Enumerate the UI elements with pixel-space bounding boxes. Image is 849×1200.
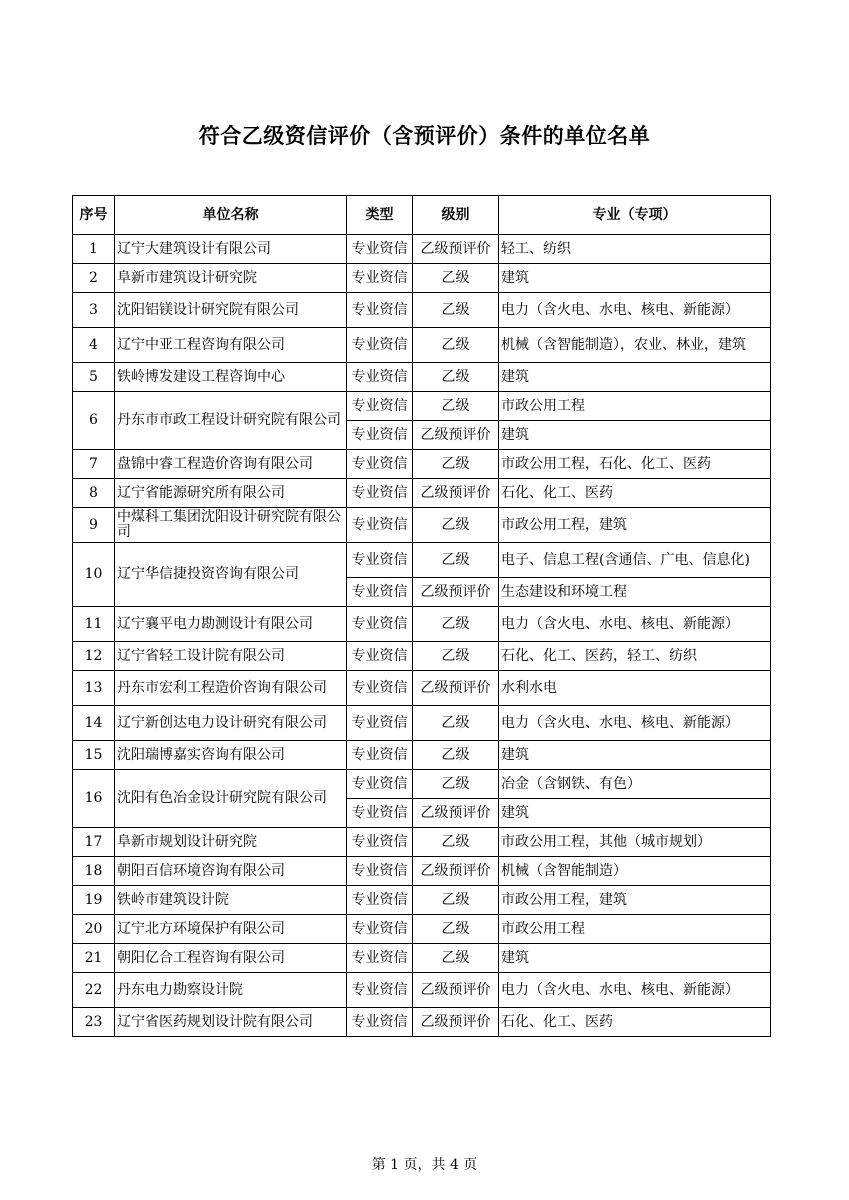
table-row (73, 741, 771, 770)
qualification-level: 乙级 (413, 328, 499, 363)
specialty: 石化、化工、医药 (499, 1008, 771, 1037)
unit-list-table (72, 195, 771, 1037)
specialty: 建筑 (499, 421, 771, 450)
qualification-level: 乙级 (413, 293, 499, 328)
specialty: 建筑 (499, 799, 771, 828)
qualification-level: 乙级预评价 (413, 578, 499, 607)
unit-name: 阜新市建筑设计研究院 (115, 264, 347, 293)
unit-name: 辽宁新创达电力设计研究有限公司 (115, 706, 347, 741)
qualification-type: 专业资信 (347, 328, 413, 363)
specialty: 冶金（含钢铁、有色） (499, 770, 771, 799)
table-row (73, 508, 771, 543)
row-number: 17 (73, 828, 115, 857)
row-number: 16 (73, 770, 115, 828)
table-row (73, 479, 771, 508)
row-number: 12 (73, 642, 115, 671)
row-number: 11 (73, 607, 115, 642)
unit-name: 铁岭市建筑设计院 (115, 886, 347, 915)
qualification-type: 专业资信 (347, 578, 413, 607)
row-number: 9 (73, 508, 115, 543)
specialty: 电力（含火电、水电、核电、新能源） (499, 293, 771, 328)
qualification-type: 专业资信 (347, 508, 413, 543)
row-number: 3 (73, 293, 115, 328)
unit-name: 辽宁大建筑设计有限公司 (115, 235, 347, 264)
table-row (73, 293, 771, 328)
qualification-level: 乙级 (413, 392, 499, 421)
row-number: 18 (73, 857, 115, 886)
table-row (73, 264, 771, 293)
row-number: 23 (73, 1008, 115, 1037)
qualification-level: 乙级 (413, 706, 499, 741)
qualification-type: 专业资信 (347, 671, 413, 706)
specialty: 生态建设和环境工程 (499, 578, 771, 607)
unit-name: 辽宁省医药规划设计院有限公司 (115, 1008, 347, 1037)
table-row (73, 450, 771, 479)
specialty: 石化、化工、医药 (499, 479, 771, 508)
unit-name: 中煤科工集团沈阳设计研究院有限公司 (115, 508, 347, 543)
specialty: 轻工、纺织 (499, 235, 771, 264)
unit-name: 阜新市规划设计研究院 (115, 828, 347, 857)
qualification-level: 乙级 (413, 543, 499, 578)
table-row (73, 915, 771, 944)
unit-name: 辽宁华信捷投资咨询有限公司 (115, 543, 347, 607)
specialty: 建筑 (499, 944, 771, 973)
table-row (73, 235, 771, 264)
table-row (73, 328, 771, 363)
unit-name: 丹东市市政工程设计研究院有限公司 (115, 392, 347, 450)
unit-name: 辽宁省能源研究所有限公司 (115, 479, 347, 508)
qualification-level: 乙级 (413, 741, 499, 770)
row-number: 10 (73, 543, 115, 607)
qualification-level: 乙级预评价 (413, 421, 499, 450)
specialty: 电力（含火电、水电、核电、新能源） (499, 706, 771, 741)
row-number: 8 (73, 479, 115, 508)
qualification-type: 专业资信 (347, 642, 413, 671)
qualification-type: 专业资信 (347, 392, 413, 421)
page-title: 符合乙级资信评价（含预评价）条件的单位名单 (198, 124, 651, 148)
qualification-level: 乙级 (413, 886, 499, 915)
qualification-level: 乙级 (413, 915, 499, 944)
qualification-level: 乙级 (413, 642, 499, 671)
column-header-name: 单位名称 (115, 196, 347, 235)
qualification-level: 乙级 (413, 264, 499, 293)
qualification-type: 专业资信 (347, 828, 413, 857)
qualification-type: 专业资信 (347, 543, 413, 578)
unit-name: 铁岭博发建设工程咨询中心 (115, 363, 347, 392)
unit-name: 朝阳百信环境咨询有限公司 (115, 857, 347, 886)
page-footer: 第 1 页，共 4 页 (371, 1157, 478, 1173)
unit-name: 沈阳有色冶金设计研究院有限公司 (115, 770, 347, 828)
unit-name: 盘锦中睿工程造价咨询有限公司 (115, 450, 347, 479)
column-header-level: 级别 (413, 196, 499, 235)
qualification-type: 专业资信 (347, 235, 413, 264)
qualification-level: 乙级 (413, 508, 499, 543)
qualification-level: 乙级预评价 (413, 973, 499, 1008)
specialty: 市政公用工程，其他（城市规划） (499, 828, 771, 857)
table-row (73, 642, 771, 671)
specialty: 水利水电 (499, 671, 771, 706)
unit-name: 朝阳亿合工程咨询有限公司 (115, 944, 347, 973)
qualification-level: 乙级预评价 (413, 1008, 499, 1037)
table-header-row (73, 196, 771, 235)
qualification-level: 乙级 (413, 607, 499, 642)
qualification-level: 乙级预评价 (413, 857, 499, 886)
table-row (73, 973, 771, 1008)
qualification-level: 乙级 (413, 450, 499, 479)
specialty: 石化、化工、医药，轻工、纺织 (499, 642, 771, 671)
unit-name: 辽宁中亚工程咨询有限公司 (115, 328, 347, 363)
unit-name: 丹东市宏利工程造价咨询有限公司 (115, 671, 347, 706)
qualification-level: 乙级 (413, 828, 499, 857)
row-number: 2 (73, 264, 115, 293)
specialty: 市政公用工程 (499, 915, 771, 944)
table-row (73, 886, 771, 915)
table-row (73, 1008, 771, 1037)
specialty: 市政公用工程 (499, 392, 771, 421)
unit-name: 辽宁北方环境保护有限公司 (115, 915, 347, 944)
table-body (73, 235, 771, 1037)
row-number: 13 (73, 671, 115, 706)
row-number: 1 (73, 235, 115, 264)
specialty: 市政公用工程，建筑 (499, 886, 771, 915)
row-number: 22 (73, 973, 115, 1008)
specialty: 机械（含智能制造），农业、林业，建筑 (499, 328, 771, 363)
specialty: 市政公用工程，建筑 (499, 508, 771, 543)
table-row (73, 543, 771, 578)
qualification-type: 专业资信 (347, 944, 413, 973)
qualification-level: 乙级预评价 (413, 235, 499, 264)
column-header-type: 类型 (347, 196, 413, 235)
specialty: 电力（含火电、水电、核电、新能源） (499, 973, 771, 1008)
qualification-level: 乙级 (413, 770, 499, 799)
qualification-type: 专业资信 (347, 607, 413, 642)
qualification-level: 乙级 (413, 363, 499, 392)
column-header-specialty: 专业（专项） (499, 196, 771, 235)
table-row (73, 857, 771, 886)
unit-name: 沈阳铝镁设计研究院有限公司 (115, 293, 347, 328)
specialty: 建筑 (499, 741, 771, 770)
specialty: 市政公用工程，石化、化工、医药 (499, 450, 771, 479)
qualification-level: 乙级预评价 (413, 671, 499, 706)
row-number: 14 (73, 706, 115, 741)
qualification-type: 专业资信 (347, 915, 413, 944)
qualification-type: 专业资信 (347, 421, 413, 450)
table-row (73, 706, 771, 741)
qualification-level: 乙级 (413, 944, 499, 973)
table-row (73, 828, 771, 857)
unit-name: 丹东电力勘察设计院 (115, 973, 347, 1008)
table-row (73, 944, 771, 973)
row-number: 15 (73, 741, 115, 770)
row-number: 20 (73, 915, 115, 944)
qualification-type: 专业资信 (347, 450, 413, 479)
row-number: 7 (73, 450, 115, 479)
qualification-type: 专业资信 (347, 973, 413, 1008)
unit-name: 辽宁省轻工设计院有限公司 (115, 642, 347, 671)
specialty: 建筑 (499, 264, 771, 293)
unit-name: 沈阳瑞博嘉实咨询有限公司 (115, 741, 347, 770)
qualification-level: 乙级预评价 (413, 479, 499, 508)
specialty: 电子、信息工程(含通信、广电、信息化) (499, 543, 771, 578)
qualification-type: 专业资信 (347, 857, 413, 886)
row-number: 6 (73, 392, 115, 450)
qualification-type: 专业资信 (347, 363, 413, 392)
row-number: 21 (73, 944, 115, 973)
column-header-no: 序号 (73, 196, 115, 235)
specialty: 建筑 (499, 363, 771, 392)
qualification-type: 专业资信 (347, 1008, 413, 1037)
qualification-type: 专业资信 (347, 706, 413, 741)
unit-name: 辽宁襄平电力勘测设计有限公司 (115, 607, 347, 642)
qualification-type: 专业资信 (347, 264, 413, 293)
qualification-level: 乙级预评价 (413, 799, 499, 828)
row-number: 19 (73, 886, 115, 915)
table-row (73, 392, 771, 421)
table-row (73, 770, 771, 799)
qualification-type: 专业资信 (347, 741, 413, 770)
row-number: 4 (73, 328, 115, 363)
table-row (73, 671, 771, 706)
table-row (73, 607, 771, 642)
qualification-type: 专业资信 (347, 479, 413, 508)
qualification-type: 专业资信 (347, 886, 413, 915)
row-number: 5 (73, 363, 115, 392)
table-row (73, 363, 771, 392)
specialty: 机械（含智能制造） (499, 857, 771, 886)
specialty: 电力（含火电、水电、核电、新能源） (499, 607, 771, 642)
qualification-type: 专业资信 (347, 770, 413, 799)
qualification-type: 专业资信 (347, 799, 413, 828)
qualification-type: 专业资信 (347, 293, 413, 328)
